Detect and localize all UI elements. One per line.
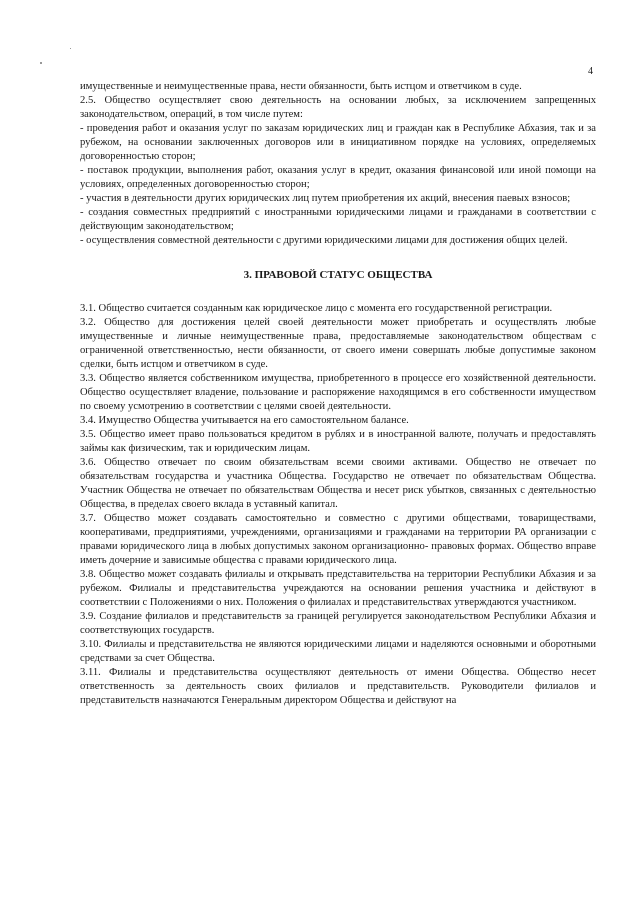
list-item: - осуществления совместной деятельности с другими юридическими лицами для достижения общих целей. bbox=[80, 235, 568, 246]
clause-3-5: 3.5. Общество имеет право пользоваться кредитом в рублях и в иностранной валюте, получать и предоставлять займы как физическим, так и юридическим лицам. bbox=[80, 429, 596, 454]
page-number: 4 bbox=[588, 66, 593, 77]
paragraph: имущественные и неимущественные права, нести обязанности, быть истцом и ответчиком в суде. bbox=[80, 81, 522, 92]
scan-speck bbox=[40, 62, 42, 64]
section-title: 3. ПРАВОВОЙ СТАТУС ОБЩЕСТВА bbox=[243, 269, 433, 281]
paragraph: 2.5. Общество осуществляет свою деятельность на основании любых, за исключением запрещенных законодательством, операций, в том числе путем: bbox=[80, 95, 596, 120]
list-item: - проведения работ и оказания услуг по заказам юридических лиц и граждан как в Республике Абхазия, так и за рубежом, на основании заключенных договоров или в инициативном порядке на условиях, определяемых договоренностью сторон; bbox=[80, 123, 596, 162]
clause-3-8: 3.8. Общество может создавать филиалы и открывать представительства на территории Республики Абхазия и за рубежом. Филиалы и представительства учреждаются на основании решения участника и действуют в соответствии с Положениями о них. Положения о филиалах и представительствах утверждаются участником. bbox=[80, 569, 596, 608]
clause-3-11: 3.11. Филиалы и представительства осуществляют деятельность от имени Общества. Общество несет ответственность за деятельность своих филиалов и представительств. Руководители филиалов и представительств назначаются Генеральным директором Общества и действуют на bbox=[80, 667, 596, 706]
clause-3-9: 3.9. Создание филиалов и представительств за границей регулируется законодательством Республики Абхазия и соответствующих государств. bbox=[80, 611, 596, 636]
list-item: - участия в деятельности других юридических лиц путем приобретения их акций, внесения паевых взносов; bbox=[80, 193, 571, 204]
clause-3-1: 3.1. Общество считается созданным как юридическое лицо с момента его государственной регистрации. bbox=[80, 303, 553, 314]
document-body bbox=[80, 80, 596, 708]
clause-3-3: 3.3. Общество является собственником имущества, приобретенного в процессе его хозяйственной деятельности. Общество осуществляет владение, пользование и распоряжение находящимся в его собственности имуществом по своему усмотрению в соответствии с целями своей деятельности. bbox=[80, 373, 596, 412]
clause-3-6: 3.6. Общество отвечает по своим обязательствам всеми своими активами. Общество не отвечает по обязательствам государства и участника Общества. Государство не отвечает по обязательствам Общества. Участник Общества не отвечает по обязательствам Общества и несет риск убытков, связанных с деятельностью Общества, в пределах своего вклада в уставный капитал. bbox=[80, 457, 596, 510]
list-item: - поставок продукции, выполнения работ, оказания услуг в кредит, оказания финансовой или иной помощи на условиях, определенных договоренностью сторон; bbox=[80, 165, 596, 190]
scan-speck bbox=[70, 48, 71, 49]
list-item: - создания совместных предприятий с иностранными юридическими лицами и гражданами в соответствии с действующим законодательством; bbox=[80, 207, 596, 232]
clause-3-2: 3.2. Общество для достижения целей своей деятельности может приобретать и осуществлять любые имущественные и личные неимущественные права, предоставляемые законодательством обществам с ограниченной ответственностью, нести обязанности, от своего имени совершать любые допустимые законом сделки, быть истцом и ответчиком в суде. bbox=[80, 317, 596, 370]
clause-3-10: 3.10. Филиалы и представительства не являются юридическими лицами и наделяются основными и оборотными средствами за счет Общества. bbox=[80, 639, 596, 664]
clause-3-4: 3.4. Имущество Общества учитывается на его самостоятельном балансе. bbox=[80, 415, 409, 426]
clause-3-7: 3.7. Общество может создавать самостоятельно и совместно с другими обществами, товариществами, кооперативами, предприятиями, учреждениями, организациями и гражданами на территории РА организации с правами юридического лица в любых допустимых законом организационно- правовых формах. Общество вправе иметь дочерние и зависимые общества с правами юридического лица. bbox=[80, 513, 596, 566]
